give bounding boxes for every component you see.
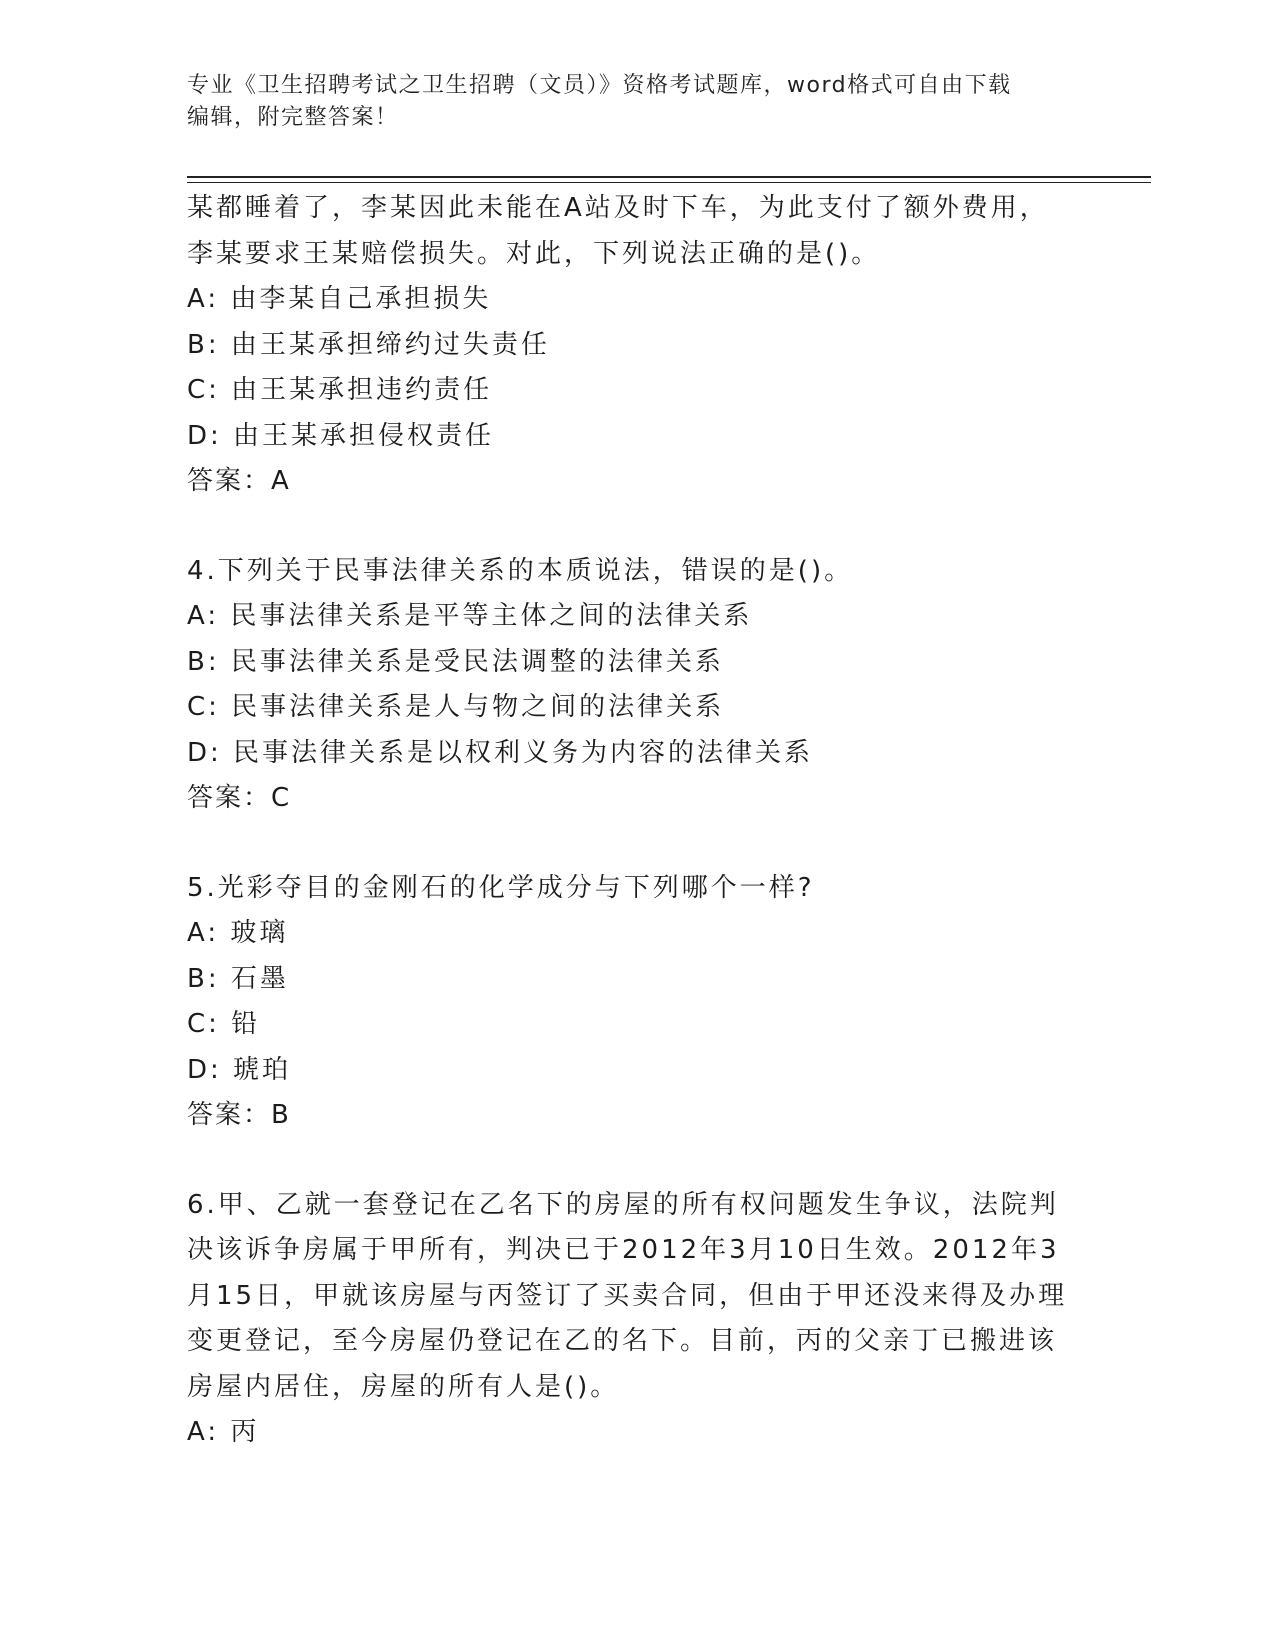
question-stem-line: 月15日，甲就该房屋与丙签订了买卖合同，但由于甲还没来得及办理 [187,1280,1068,1311]
question-stem-line: 决该诉争房属于甲所有，判决已于2012年3月10日生效。2012年3 [187,1235,1060,1265]
question-stem-line: 李某要求王某赔偿损失。对此，下列说法正确的是()。 [187,238,881,269]
header-rule-thin [187,182,1151,183]
option-d: D: 由王某承担侵权责任 [187,420,495,451]
header-rule-thick [187,176,1151,178]
question-stem-line: 某都睡着了，李某因此未能在A站及时下车，为此支付了额外费用， [187,193,1049,223]
option-a: A: 由李某自己承担损失 [187,284,492,314]
question-stem-line: 房屋内居住，房屋的所有人是()。 [187,1371,620,1402]
option-a: A: 民事法律关系是平等主体之间的法律关系 [187,601,753,631]
spacer [187,505,1087,549]
option-b: B: 由王某承担缔约过失责任 [187,329,550,360]
option-c: C: 铅 [187,1009,261,1039]
question-stem: 5.光彩夺目的金刚石的化学成分与下列哪个一样? [187,872,815,903]
question-stem-line: 6.甲、乙就一套登记在乙名下的房屋的所有权问题发生争议，法院判 [187,1189,1059,1220]
header-line-2: 编辑，附完整答案！ [187,105,399,130]
option-c: C: 由王某承担违约责任 [187,375,493,405]
question-6 [187,1183,1087,1456]
question-5 [187,866,1087,1139]
answer-label: 答案：C [187,783,292,813]
option-c: C: 民事法律关系是人与物之间的法律关系 [187,692,725,722]
document-header [187,70,1087,134]
option-d: D: 民事法律关系是以权利义务为内容的法律关系 [187,737,814,768]
option-b: B: 民事法律关系是受民法调整的法律关系 [187,646,724,677]
option-b: B: 石墨 [187,963,289,994]
question-stem: 4.下列关于民事法律关系的本质说法，错误的是()。 [187,555,854,586]
answer-label: 答案：B [187,1100,291,1130]
question-4 [187,549,1087,822]
question-stem-line: 变更登记，至今房屋仍登记在乙的名下。目前，丙的父亲丁已搬进该 [187,1326,1058,1356]
spacer [187,822,1087,866]
option-d: D: 琥珀 [187,1054,292,1085]
answer-label: 答案：A [187,466,291,496]
option-a: A: 丙 [187,1417,260,1447]
spacer [187,1139,1087,1183]
option-a: A: 玻璃 [187,918,289,948]
question-list [187,186,1087,1456]
header-line-1: 专业《卫生招聘考试之卫生招聘（文员）》资格考试题库，word格式可自由下载 [187,73,1012,98]
question-3 [187,186,1087,505]
